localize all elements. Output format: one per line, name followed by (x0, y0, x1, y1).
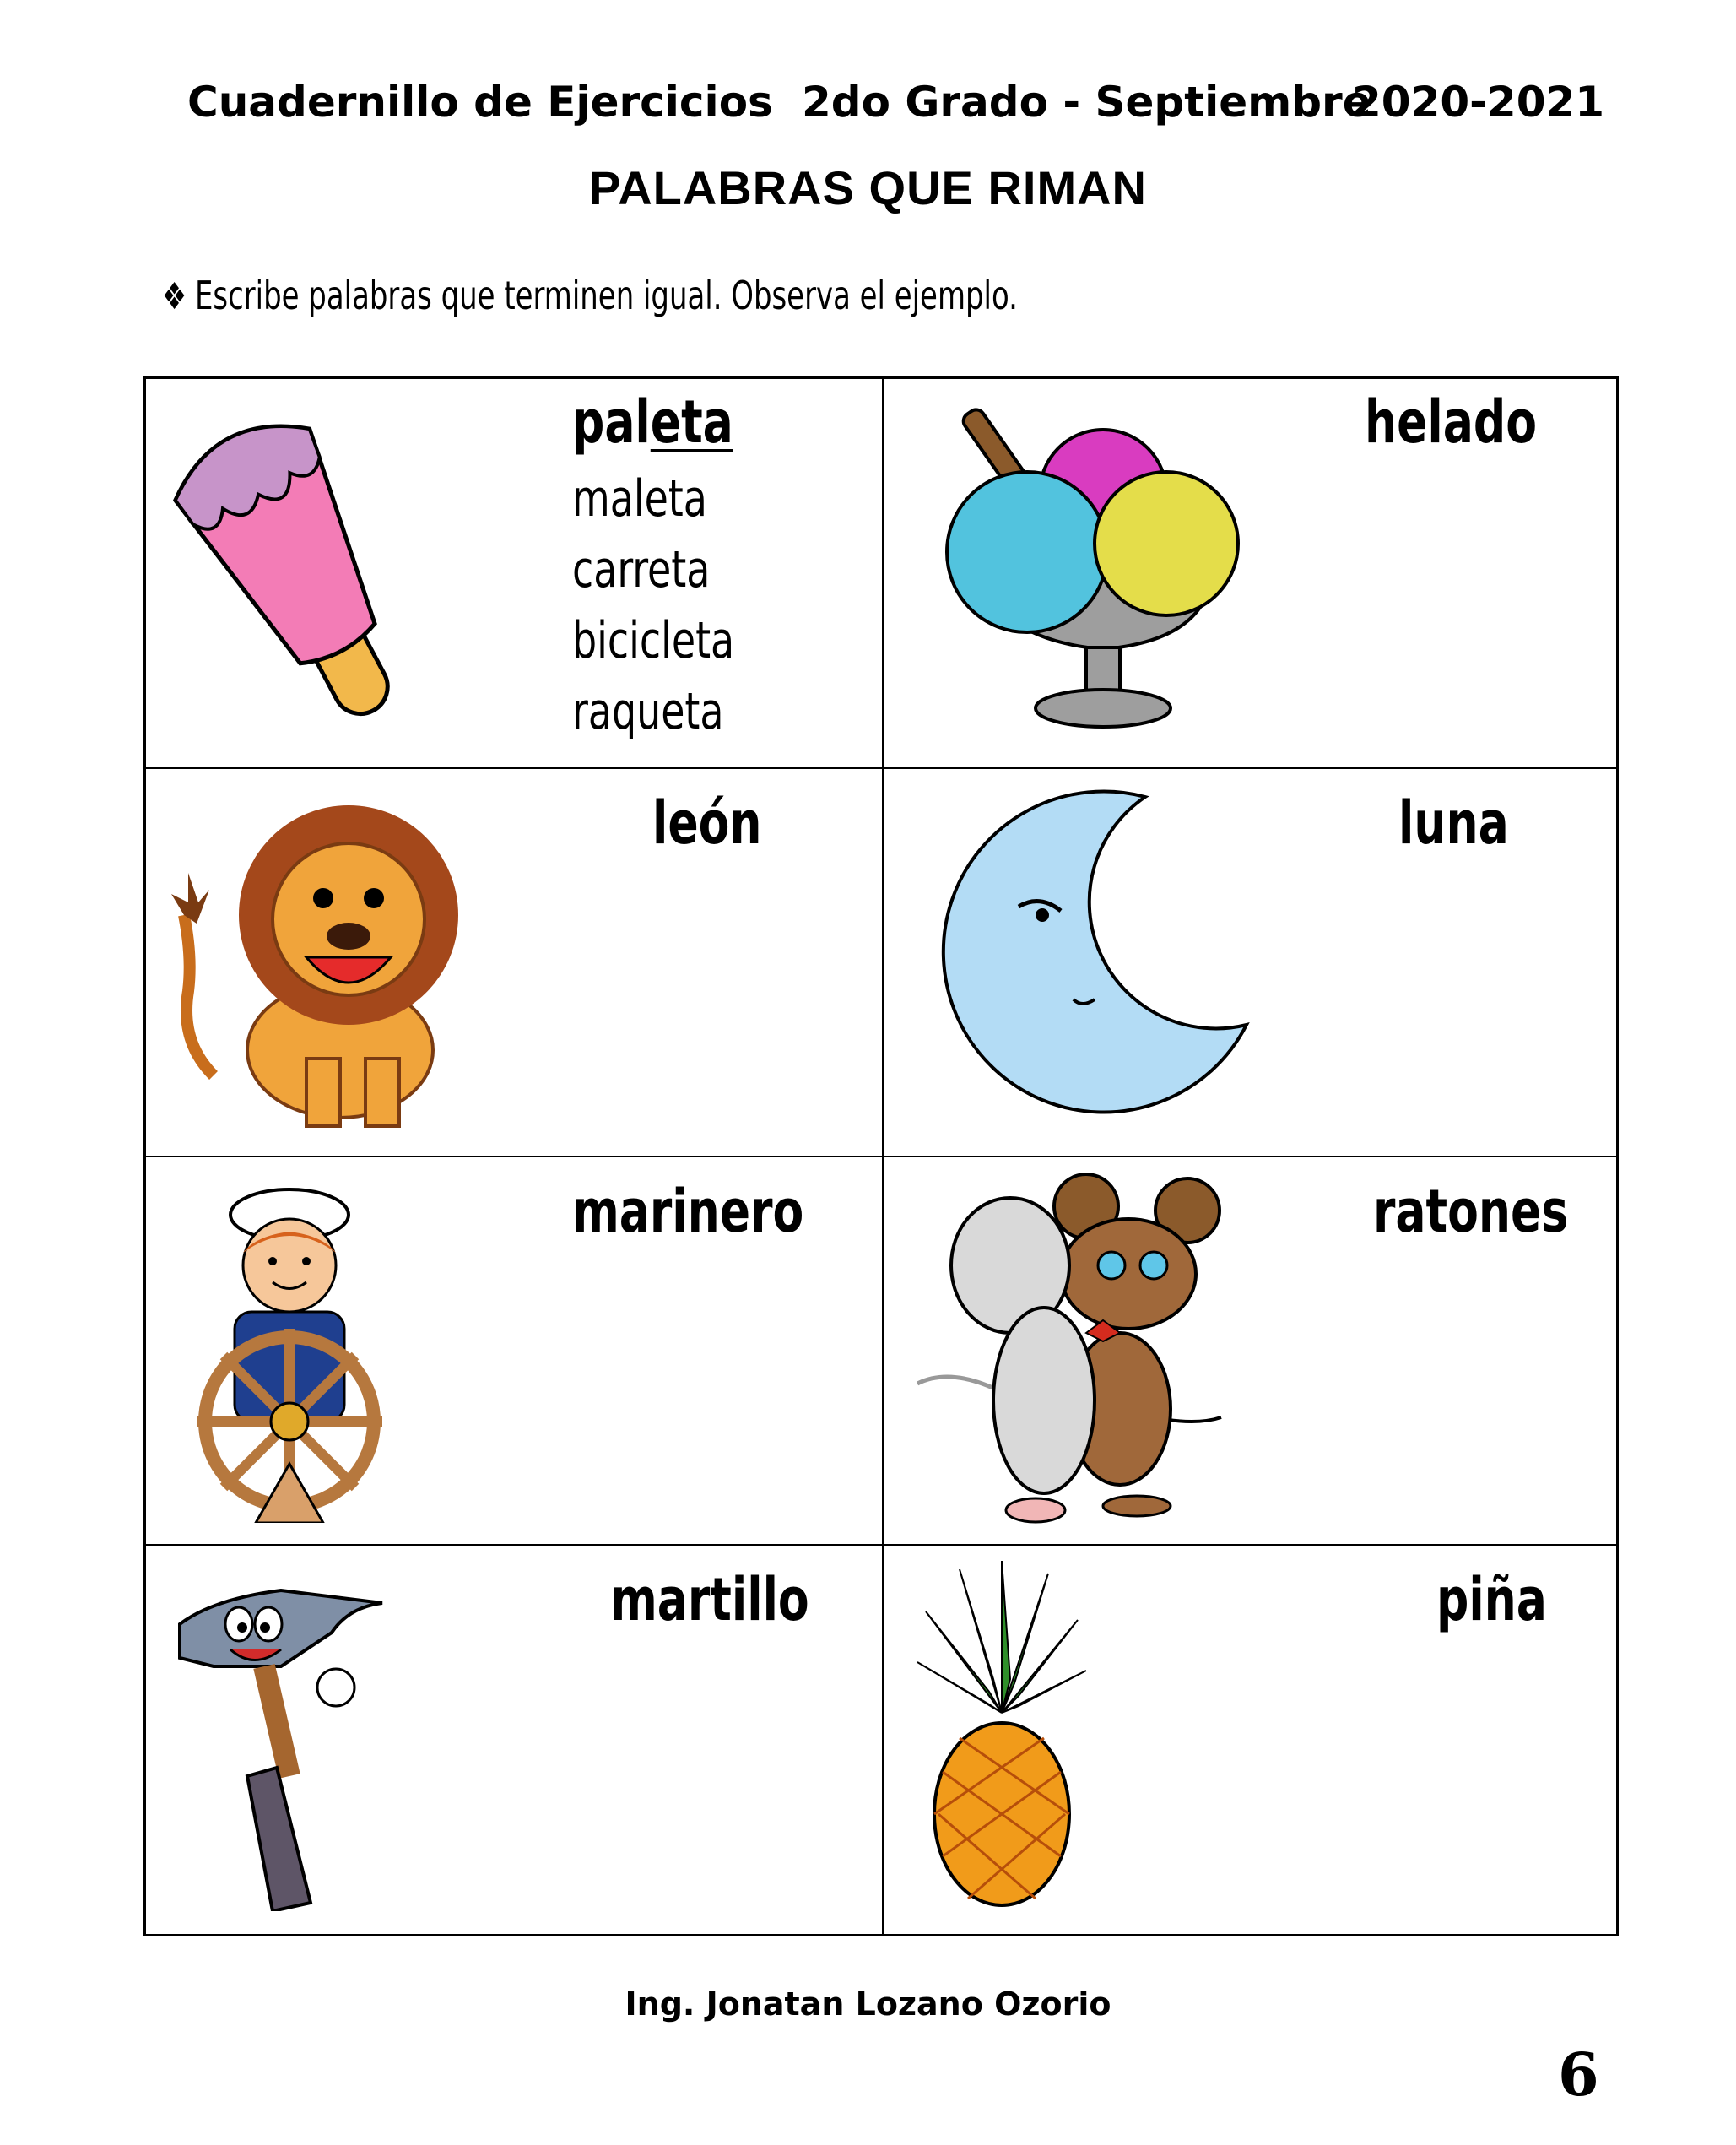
page-title: PALABRAS QUE RIMAN (589, 161, 1147, 214)
cell-paleta (146, 379, 882, 767)
rhyme-word: raqueta (572, 682, 724, 741)
cell-word: piña (1436, 1565, 1547, 1634)
rhyme-grid (143, 376, 1619, 1936)
popsicle-icon (163, 400, 433, 738)
diamond-bullet-icon: ❖ (162, 275, 187, 318)
cell-word: marinero (572, 1177, 804, 1246)
cell-helado (884, 379, 1620, 767)
cell-word: paleta (572, 387, 733, 457)
instruction-text: Escribe palabras que terminen igual. Observa el ejemplo. (194, 273, 1018, 318)
hammer-icon (163, 1565, 416, 1911)
cell-word: martillo (610, 1565, 809, 1634)
rhyme-list (572, 463, 734, 747)
header-right: 2020-2021 (1352, 78, 1605, 127)
cell-ratones (884, 1156, 1620, 1544)
instruction (162, 273, 1018, 318)
cell-luna (884, 767, 1620, 1156)
ice-cream-sundae-icon (934, 396, 1272, 742)
rhyme-word: carreta (572, 540, 711, 599)
rhyme-word: bicicleta (572, 611, 735, 670)
cell-leon (146, 767, 882, 1156)
crescent-moon-icon (934, 788, 1255, 1126)
header-middle: 2do Grado - Septiembre (802, 78, 1371, 127)
cell-marinero (146, 1156, 882, 1544)
page-number: 6 (1558, 2039, 1599, 2110)
header-left: Cuadernillo de Ejercicios (187, 78, 773, 127)
rhyme-ending: eta (650, 387, 733, 457)
cell-word: ratones (1373, 1177, 1569, 1246)
cell-word: helado (1365, 387, 1537, 457)
cell-word: león (652, 788, 762, 858)
lion-icon (163, 788, 500, 1143)
pineapple-icon (909, 1561, 1095, 1907)
cell-martillo (146, 1544, 882, 1932)
mice-icon (917, 1173, 1255, 1527)
footer-author: Ing. Jonatan Lozano Ozorio (625, 1985, 1111, 2023)
rhyme-word: maleta (572, 469, 707, 528)
sailor-icon (163, 1177, 416, 1523)
cell-pina (884, 1544, 1620, 1932)
cell-word: luna (1398, 788, 1509, 858)
